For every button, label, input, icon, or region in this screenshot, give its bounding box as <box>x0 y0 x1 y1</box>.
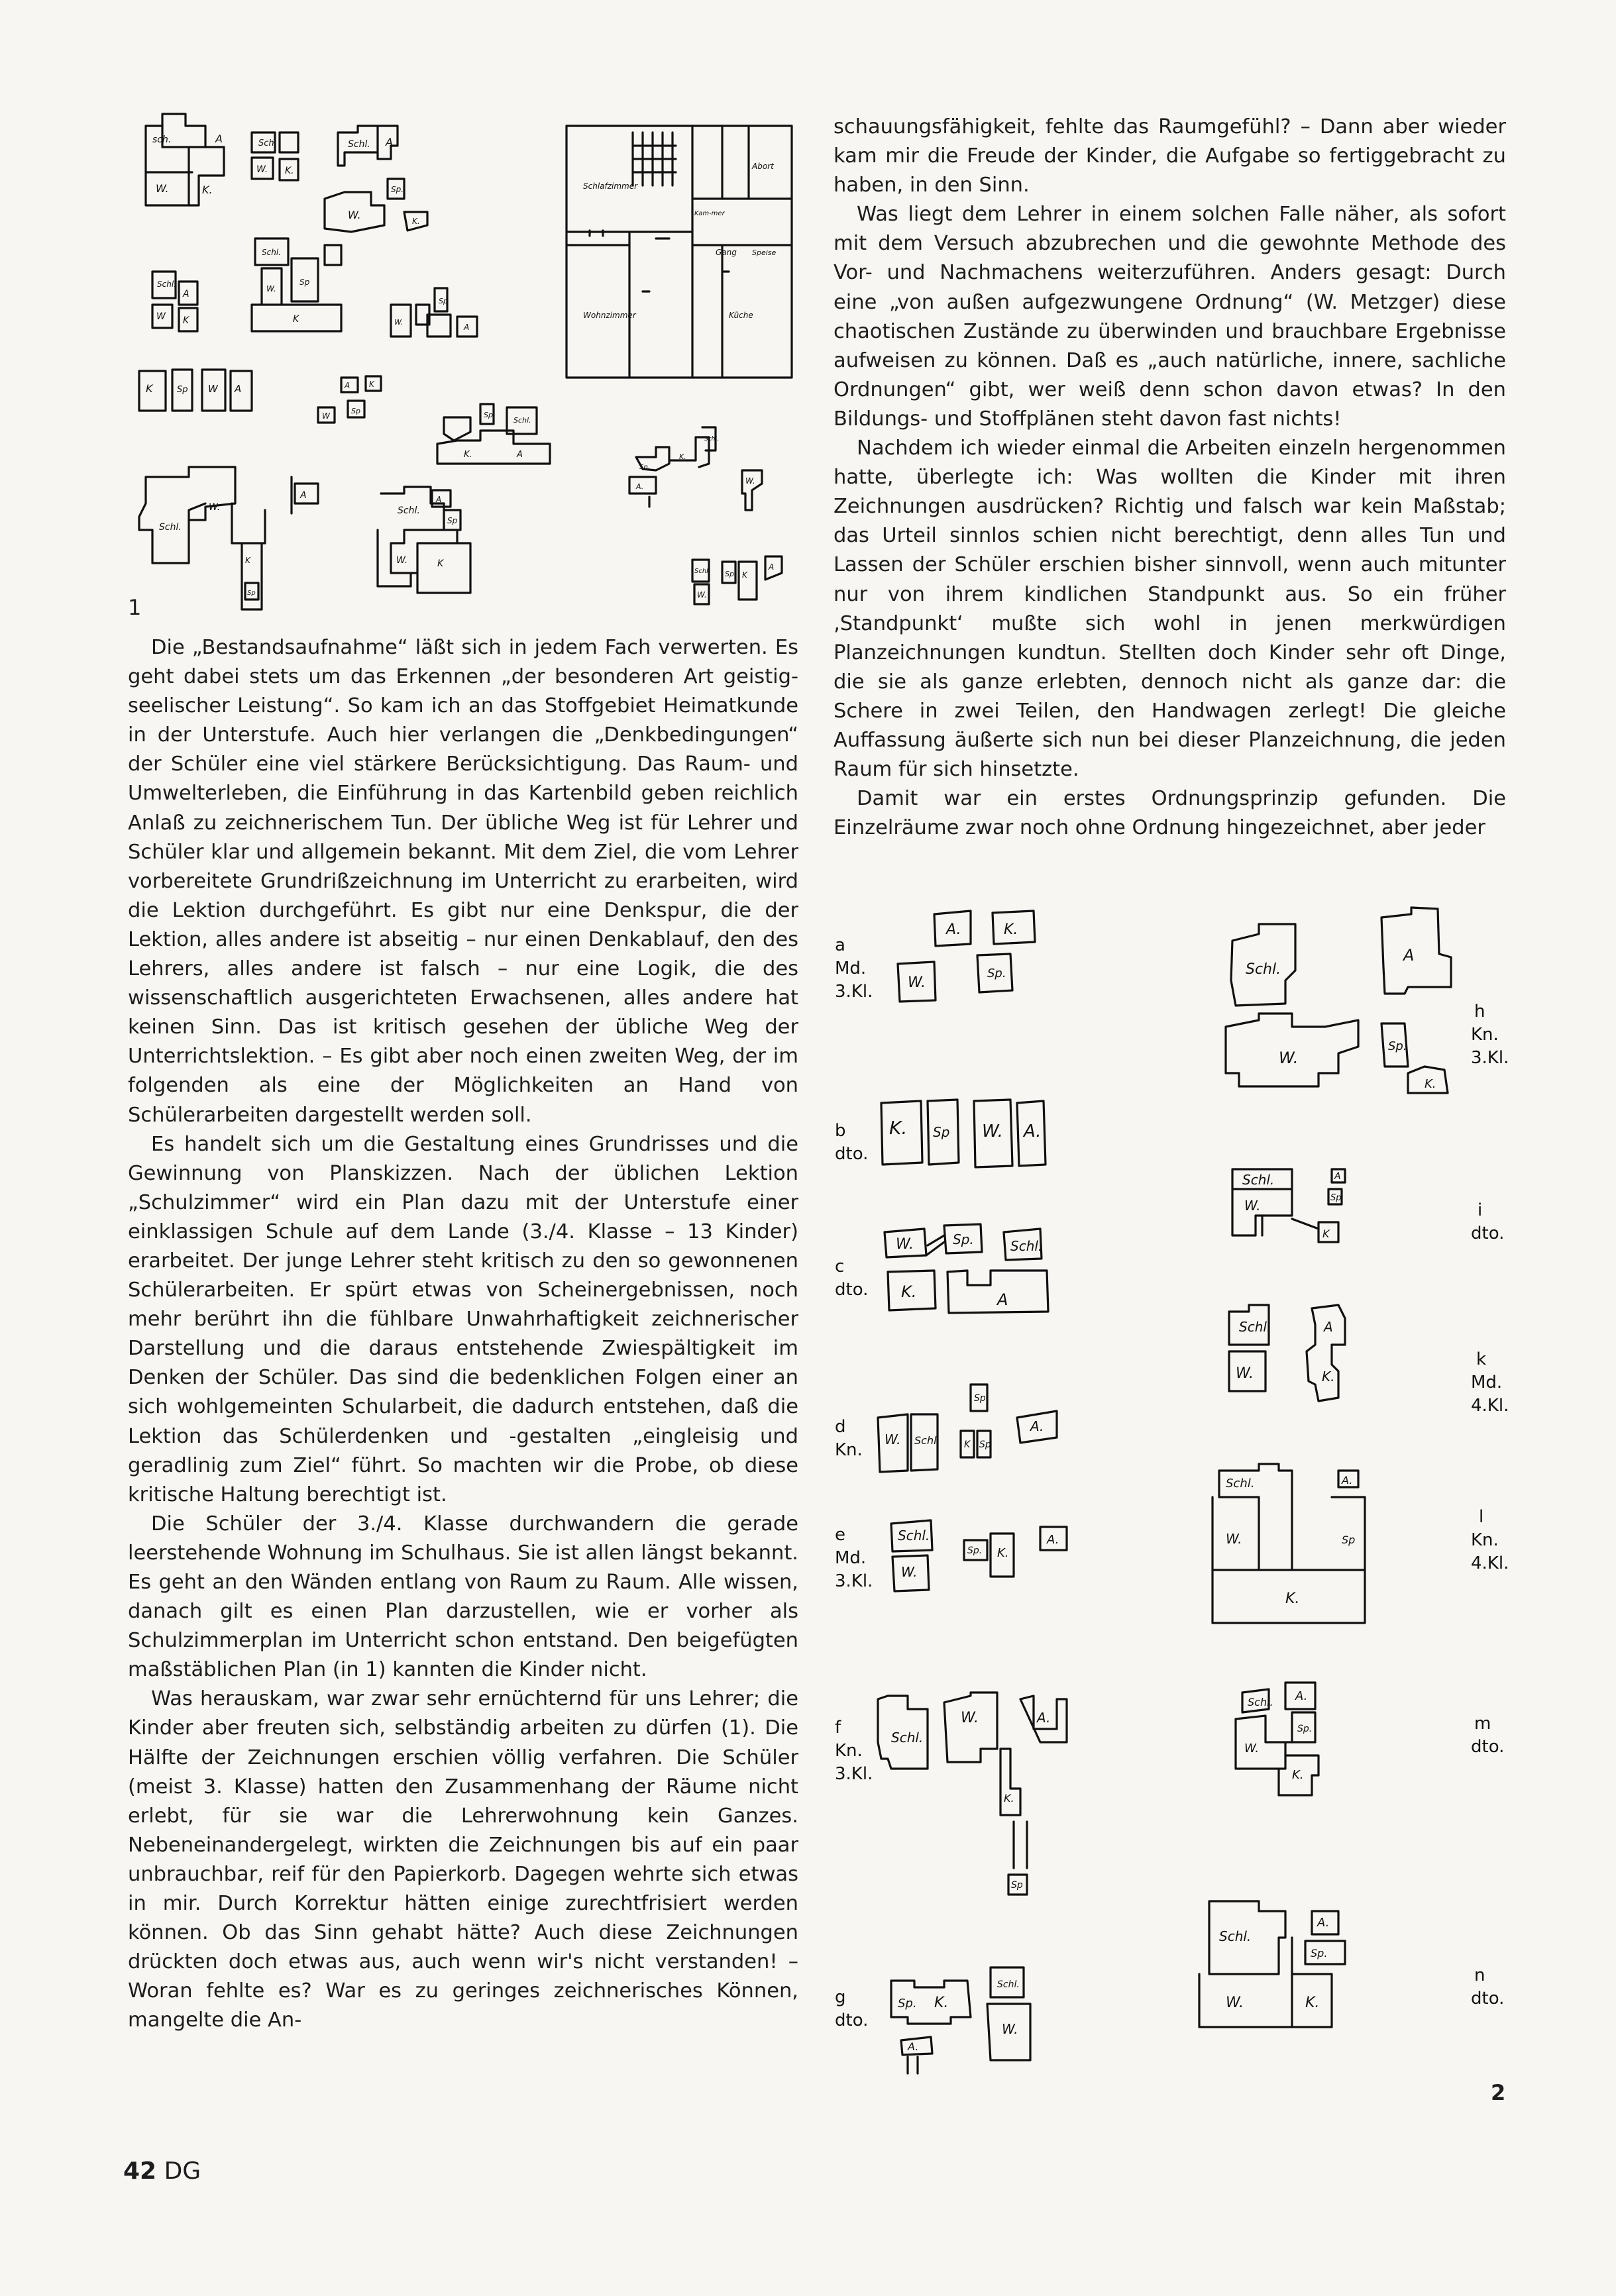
svg-text:h: h <box>1474 1002 1485 1021</box>
svg-text:A.: A. <box>946 921 961 938</box>
svg-text:A: A <box>1403 946 1415 965</box>
plan-label-kammer: Kam-mer <box>694 210 725 217</box>
svg-text:Sp: Sp <box>933 1124 950 1140</box>
svg-text:Schl.: Schl. <box>1248 1696 1273 1708</box>
svg-text:K.: K. <box>679 452 686 461</box>
svg-text:K: K <box>437 558 444 569</box>
svg-text:W.: W. <box>901 1564 918 1580</box>
panel-h-label <box>1471 1002 1509 1068</box>
panel-g-label <box>835 1987 868 2030</box>
svg-text:Kn.: Kn. <box>1471 1530 1499 1550</box>
svg-text:A.: A. <box>1295 1689 1308 1703</box>
svg-text:Schl.: Schl. <box>159 522 182 533</box>
svg-text:K.: K. <box>285 166 294 176</box>
svg-text:A: A <box>300 490 307 501</box>
plan-label-kueche: Küche <box>729 311 753 320</box>
svg-text:Schl.: Schl. <box>1219 1928 1252 1944</box>
svg-text:W.: W. <box>961 1710 979 1726</box>
svg-text:Sp.: Sp. <box>1297 1724 1313 1734</box>
svg-text:Sp.: Sp. <box>953 1231 974 1247</box>
svg-text:K.: K. <box>1004 1792 1014 1804</box>
svg-text:A.: A. <box>1342 1474 1353 1487</box>
svg-text:Schl.: Schl. <box>348 139 370 150</box>
svg-text:K: K <box>245 556 250 565</box>
svg-text:Sp: Sp <box>299 278 310 287</box>
svg-text:Sp.: Sp. <box>1388 1039 1407 1053</box>
svg-text:Schl.: Schl. <box>1242 1172 1275 1188</box>
left-paragraph: Es handelt sich um die Gestaltung eines Grundrisses und die Gewinnung von Planskizzen. Nach der üblichen Lektion „Schulzimmer“ wird ein Plan dazu mit der Unterstufe einer einklassigen Schule auf dem Lande (3./4. Klasse – 13 Kinder) erarbeitet. Der junge Lehrer steht kritisch zu den so gewonnenen Schülerarbeiten. Er spürt etwas von Scheinergebnissen, noch mehr berührt ihn die fühlbare Unwahrhaftigkeit zeichnerischer Darstellung und die daraus entstehende Zwiespältigkeit im Denken der Schüler. Das sind die bedenklichen Folgen einer an sich wohlgemeinten Schularbeit, die dadurch entstehen, daß die Lektion das Schülerdenken und -gestalten „eingleisig und geradlinig zum Ziel“ führt. So machten wir die Probe, ob diese kritische Haltung berechtigt ist. <box>128 1132 798 1506</box>
right-paragraph: Was liegt dem Lehrer in einem solchen Falle näher, als sofort mit dem Versuch abzubrechen und die gewohnte Methode des Vor- und Nachmachens weiterzuführen. Anders gesagt: Durch eine „von außen aufgezwungene Ordnung“ (W. Metzger) diese chaotischen Zustände zu überwinden und brauchbare Ergebnisse aufweisen zu können. Daß es „auch natürliche, innere, sachliche Ordnungen“ gibt, wer weiß denn schon davon etwas? In den Bildungs- und Stoffplänen steht davon fast nichts! <box>834 203 1506 431</box>
svg-text:W.: W. <box>1244 1198 1261 1214</box>
svg-text:Kn.: Kn. <box>1471 1025 1499 1045</box>
page-footer <box>123 2158 201 2185</box>
svg-text:W.: W. <box>745 476 755 486</box>
panel-n-label <box>1471 1965 1504 2009</box>
svg-text:Schl.: Schl. <box>891 1730 924 1746</box>
svg-text:3.Kl.: 3.Kl. <box>1471 1048 1509 1068</box>
svg-text:d: d <box>835 1417 846 1437</box>
svg-text:3.Kl.: 3.Kl. <box>835 1764 873 1784</box>
right-paragraph: Damit war ein erstes Ordnungsprinzip gefunden. Die Einzelräume zwar noch ohne Ordnung hingezeichnet, aber jeder <box>834 787 1506 840</box>
svg-text:K.: K. <box>202 183 213 196</box>
svg-text:W.: W. <box>348 209 361 221</box>
right-paragraph: schauungsfähigkeit, fehlte das Raumgefühl? – Dann aber wieder kam mir die Freude der Kinder, die Aufgabe so fertiggebracht zu haben, in den Sinn. <box>834 115 1506 197</box>
svg-text:W.: W. <box>1244 1742 1260 1755</box>
svg-text:Schl.: Schl. <box>398 505 420 516</box>
svg-text:A.: A. <box>636 482 644 491</box>
svg-text:k: k <box>1476 1349 1487 1369</box>
svg-text:Sp: Sp <box>979 1439 991 1450</box>
panel-a-label <box>835 935 873 1002</box>
svg-text:W.: W. <box>896 1236 914 1253</box>
svg-text:f: f <box>835 1718 841 1738</box>
svg-text:K.: K. <box>934 1995 949 2011</box>
svg-text:W.: W. <box>1226 1995 1244 2011</box>
svg-text:dto.: dto. <box>1471 1737 1505 1757</box>
svg-text:Sp.: Sp. <box>484 411 496 419</box>
svg-text:W.: W. <box>394 318 404 327</box>
scale-floor-plan <box>566 126 792 378</box>
svg-text:A.: A. <box>908 2040 919 2053</box>
svg-text:A: A <box>386 136 393 148</box>
svg-text:A: A <box>1324 1319 1333 1335</box>
svg-text:Md.: Md. <box>835 959 867 978</box>
svg-text:dto.: dto. <box>835 1280 869 1300</box>
svg-text:Md.: Md. <box>1471 1373 1503 1392</box>
svg-text:A: A <box>464 323 470 332</box>
svg-text:b: b <box>835 1121 846 1141</box>
figure-1-number: 1 <box>128 595 142 620</box>
left-paragraph: Die Schüler der 3./4. Klasse durchwandern die gerade leerstehende Wohnung im Schulhaus. Sie ist allen längst bekannt. Es geht an den Wänden entlang von Raum zu Raum. Alle wissen, danach gilt es einen Plan darzustellen, wie er vorher als Schulzimmerplan im Unterricht schon entstand. Den beigefügten maßstäblichen Plan (in 1) kannten die Kinder nicht. <box>128 1512 798 1682</box>
svg-text:Schl.: Schl. <box>704 436 719 443</box>
svg-text:W: W <box>156 311 166 322</box>
svg-text:Sp.: Sp. <box>391 185 404 194</box>
svg-text:W.: W. <box>1279 1049 1299 1067</box>
svg-text:Schl.: Schl. <box>1239 1319 1271 1335</box>
svg-text:A.: A. <box>1024 1122 1042 1141</box>
svg-text:sch.: sch. <box>152 134 172 145</box>
svg-text:A: A <box>235 383 242 395</box>
svg-text:Sp.: Sp. <box>639 464 650 471</box>
svg-text:W.: W. <box>697 590 707 600</box>
panel-e-label <box>835 1525 873 1591</box>
svg-text:i: i <box>1478 1200 1483 1220</box>
figure-2-number: 2 <box>1491 2080 1506 2105</box>
svg-text:Schl.: Schl. <box>898 1528 930 1543</box>
svg-text:Sp: Sp <box>1342 1534 1356 1546</box>
svg-text:l: l <box>1479 1507 1484 1527</box>
svg-text:W.: W. <box>156 182 169 195</box>
svg-text:K: K <box>1322 1227 1330 1240</box>
svg-text:dto.: dto. <box>835 1144 869 1164</box>
svg-text:W.: W. <box>1236 1365 1254 1382</box>
svg-text:Md.: Md. <box>835 1548 867 1568</box>
svg-text:W.: W. <box>396 555 408 566</box>
svg-text:K.: K. <box>412 217 420 226</box>
svg-text:K: K <box>964 1439 971 1450</box>
svg-text:W.: W. <box>1002 2021 1018 2037</box>
right-paragraph: Nachdem ich wieder einmal die Arbeiten einzeln hergenommen hatte, überlegte ich: Was wollten die Kinder mit ihren Zeichnungen ausdrücken? Richtig und falsch war kein Maßstab; das Urteil sinnlos schien nicht berechtigt, denn alles Tun und Lassen der Schüler erschien bisher sinnvoll, wenn auch mitunter nur von ihrem kindlichen Standpunkt aus. So ein früher ‚Standpunkt‘ mußte sich wohl in jenen merkwürdigen Planzeichnungen kundtun. Stellten doch Kinder sehr oft Dinge, die sie als ganze erlebten, dennoch nicht als ganze dar: die Schere in zwei Teilen, den Handwagen zerlegt! Die gleiche Auffassung äußerte sich nun bei dieser Planzeichnung, die jeden Raum für sich hinsetzte. <box>834 437 1506 782</box>
svg-text:K.: K. <box>464 450 472 460</box>
svg-text:e: e <box>835 1525 845 1545</box>
svg-text:K: K <box>742 570 747 580</box>
svg-text:3.Kl.: 3.Kl. <box>835 982 873 1002</box>
svg-text:Schl.: Schl. <box>997 1979 1020 1990</box>
svg-text:A.: A. <box>1030 1418 1044 1434</box>
svg-text:A: A <box>1334 1171 1341 1182</box>
svg-text:W: W <box>322 411 330 421</box>
svg-text:A: A <box>517 450 523 460</box>
svg-text:3.Kl.: 3.Kl. <box>835 1571 873 1591</box>
svg-text:Sp: Sp <box>351 407 360 415</box>
svg-text:A: A <box>215 132 223 145</box>
svg-text:dto.: dto. <box>835 2010 869 2030</box>
svg-text:Sp.: Sp. <box>898 1997 917 2010</box>
panel-c-label <box>835 1257 868 1300</box>
svg-text:Schl.: Schl. <box>694 568 711 575</box>
panel-f-label <box>835 1718 873 1784</box>
svg-text:W.: W. <box>885 1432 901 1447</box>
svg-text:Sp.: Sp. <box>987 966 1006 980</box>
svg-text:K.: K. <box>1305 1995 1320 2011</box>
journal-abbreviation: DG <box>164 2158 201 2185</box>
svg-text:K: K <box>146 382 153 395</box>
plan-label-wohnzimmer: Wohnzimmer <box>583 311 636 320</box>
plan-label-gang: Gang <box>716 248 737 257</box>
svg-text:A.: A. <box>1047 1533 1059 1547</box>
svg-text:A: A <box>183 289 189 299</box>
svg-text:Kn.: Kn. <box>835 1440 863 1460</box>
svg-text:K: K <box>369 380 374 389</box>
svg-text:K.: K. <box>997 1546 1009 1560</box>
svg-text:Sp: Sp <box>447 516 458 525</box>
svg-text:4.Kl.: 4.Kl. <box>1471 1396 1509 1416</box>
svg-text:n: n <box>1474 1965 1485 1985</box>
panel-k-label <box>1471 1349 1509 1416</box>
svg-text:Schl.: Schl. <box>513 416 531 425</box>
svg-text:c: c <box>835 1257 845 1277</box>
svg-text:W.: W. <box>982 1122 1003 1141</box>
svg-text:K: K <box>293 314 299 325</box>
svg-text:4.Kl.: 4.Kl. <box>1471 1553 1509 1573</box>
svg-text:A: A <box>769 562 775 572</box>
figure-1-sketches <box>126 106 808 623</box>
panel-m-label <box>1471 1714 1504 1757</box>
svg-text:dto.: dto. <box>1471 1989 1505 2009</box>
svg-text:A: A <box>997 1290 1008 1309</box>
svg-text:W.: W. <box>1226 1531 1242 1547</box>
svg-text:A: A <box>436 495 442 504</box>
page-number: 42 <box>123 2158 157 2185</box>
svg-text:Sp: Sp <box>247 590 256 597</box>
svg-text:K: K <box>183 315 189 326</box>
panel-b-label <box>835 1121 868 1164</box>
svg-text:a: a <box>835 935 845 955</box>
svg-text:A: A <box>345 381 350 390</box>
svg-text:K.: K. <box>901 1282 917 1301</box>
svg-text:A.: A. <box>1317 1916 1330 1930</box>
svg-text:W.: W. <box>908 974 926 991</box>
svg-text:Schl.: Schl. <box>914 1434 940 1447</box>
svg-text:K.: K. <box>889 1117 908 1139</box>
plan-label-speise: Speise <box>752 248 777 257</box>
svg-text:m: m <box>1474 1714 1491 1734</box>
panel-i-label <box>1471 1200 1504 1243</box>
svg-text:Sp.: Sp. <box>1311 1947 1328 1959</box>
panel-l-label <box>1471 1507 1509 1573</box>
svg-text:Sp: Sp <box>439 297 448 305</box>
plan-label-abort: Abort <box>752 162 774 171</box>
svg-text:K.: K. <box>1004 921 1018 938</box>
svg-text:K.: K. <box>1292 1768 1304 1782</box>
svg-text:Sp.: Sp. <box>967 1545 983 1556</box>
svg-text:W.: W. <box>256 164 268 175</box>
svg-text:Kn.: Kn. <box>835 1741 863 1761</box>
svg-text:Schl.: Schl. <box>157 280 176 289</box>
svg-text:Sp: Sp <box>1330 1193 1342 1203</box>
svg-text:Sp: Sp <box>974 1393 986 1404</box>
figure-2-sketches <box>828 888 1517 2107</box>
svg-text:W: W <box>208 383 218 395</box>
svg-text:Schl.: Schl. <box>1246 961 1281 978</box>
svg-text:Schl.: Schl. <box>262 248 281 257</box>
svg-text:A.: A. <box>1037 1710 1051 1726</box>
svg-text:K.: K. <box>1285 1591 1300 1607</box>
left-paragraph: Die „Bestandsaufnahme“ läßt sich in jedem Fach verwerten. Es geht dabei stets um das Erkennen „der besonderen Art geistig-seelischer Leistung“. So kam ich an das Stoffgebiet Heimatkunde in der Unterstufe. Auch hier verlangen die „Denkbedingungen“ der Schüler eine viel stärkere Berücksichtigung. Das Raum- und Umwelterleben, die Einführung in das Kartenbild geben reichlich Anlaß zu zeichnerischem Tun. Der übliche Weg ist für Lehrer und Schüler klar und allgemein bekannt. Mit dem Ziel, die vom Lehrer vorbereitete Grundrißzeichnung im Unterricht zu erarbeiten, wird die Lektion durchgeführt. Es gibt nur eine Denkspur, die der Lektion, alles andere ist abseitig – nur einen Denkablauf, den des Lehrers, alles andere ist falsch – nur eine Logik, die des wissenschaftlich ausgerichteten Erwachsenen, alles andere hat keinen Sinn. Das ist kritisch gesehen der übliche Weg der Unterrichtslektion. – Es gibt aber noch einen zweiten Weg, der im folgenden als eine der Möglichkeiten an Hand von Schülerarbeiten dargestellt werden soll. <box>128 636 798 1127</box>
svg-text:Schl.: Schl. <box>1226 1477 1255 1490</box>
svg-text:Sp: Sp <box>1011 1880 1023 1891</box>
svg-text:Sp: Sp <box>177 385 188 395</box>
svg-text:dto.: dto. <box>1471 1224 1505 1243</box>
svg-text:g: g <box>835 1987 846 2007</box>
panel-d-label <box>835 1417 863 1460</box>
right-text-column <box>834 113 1506 843</box>
svg-text:Sch.: Sch. <box>258 138 277 148</box>
left-text-column <box>128 633 798 2036</box>
svg-text:W.: W. <box>209 502 221 513</box>
svg-text:W.: W. <box>266 284 276 293</box>
svg-text:K.: K. <box>1322 1369 1335 1384</box>
svg-text:Schl.: Schl. <box>1010 1238 1043 1254</box>
svg-text:Sp: Sp <box>725 570 734 578</box>
plan-label-schlafzimmer: Schlafzimmer <box>583 182 638 191</box>
svg-text:K.: K. <box>1425 1077 1436 1091</box>
left-paragraph: Was herauskam, war zwar sehr ernüchternd für uns Lehrer; die Kinder aber freuten sich, selbständig arbeiten zu dürfen (1). Die Hälfte der Zeichnungen erschien völlig verfahren. Die Schüler (meist 3. Klasse) hatten den Zusammenhang der Räume nicht erlebt, für sie war die Lehrerwohnung kein Ganzes. Nebeneinandergelegt, wirkten die Zeichnungen bis auf ein paar unbrauchbar, reif für den Papierkorb. Dagegen wehrte sich etwas in mir. Durch Korrektur hätten einige zurechtfrisiert werden können. Ob das Sinn gehabt hätte? Auch diese Zeichnungen drückten doch etwas aus, auch wenn wir's nicht verstanden! – Woran fehlte es? War es zu geringes zeichnerisches Können, mangelte die An- <box>128 1687 798 2032</box>
